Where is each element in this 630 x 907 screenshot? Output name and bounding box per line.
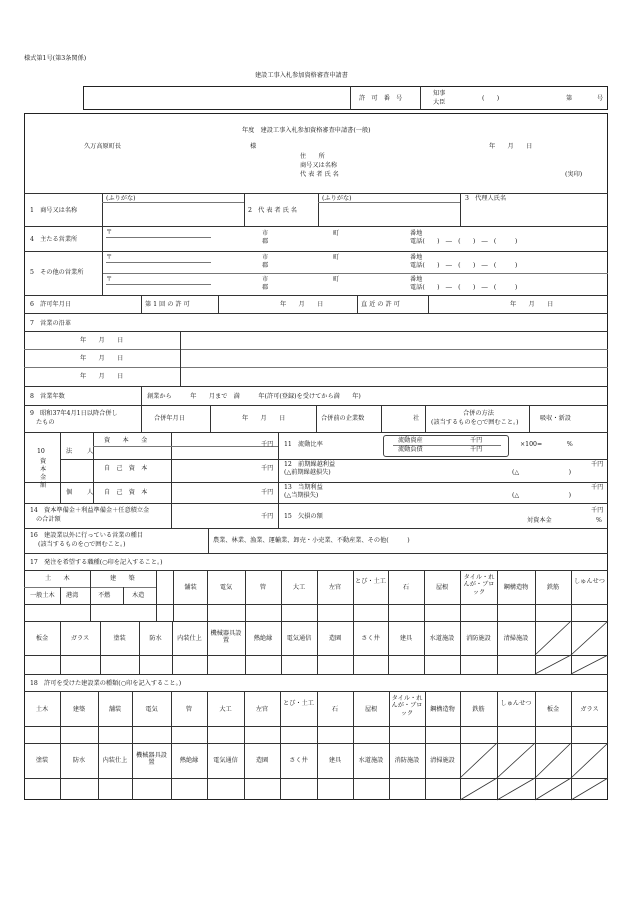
- permit-number-label: 許 可 番 号: [359, 95, 403, 102]
- merger-method-options: 吸収・新設: [540, 415, 571, 422]
- company-name-item: 1 商号又は名称: [30, 207, 78, 214]
- agent-item: 3 代理人氏名: [465, 195, 507, 202]
- history-field-1[interactable]: [181, 332, 607, 348]
- capital-char-2: 本: [40, 466, 47, 473]
- t17-sub-wooden: 木造: [132, 592, 145, 599]
- equity-corp-unit: 千円: [261, 465, 274, 472]
- phone-label-3: 電話( ) ― ( ) ― ( ): [410, 284, 518, 291]
- furigana-label-1: (ふりがな): [106, 195, 136, 202]
- t17-landscaping: 造園: [328, 635, 342, 642]
- other-business-note: (該当するものを○で囲むこと。): [38, 541, 126, 548]
- reserves-field[interactable]: [172, 504, 260, 527]
- banchi-label-3: 番地: [410, 276, 423, 283]
- permit-number-suffix: 第 号: [566, 95, 604, 102]
- t18-tobi: とび・土工: [283, 700, 314, 707]
- t17-sheet-metal: 板金: [35, 635, 49, 642]
- t18-rebar: 鉄筋: [472, 706, 485, 713]
- other-office-item: 5 その他の営業所: [30, 269, 84, 276]
- t17-fire-protection: 消防施設: [466, 635, 491, 642]
- t17-insulation: 熱絶縁: [253, 635, 273, 642]
- t17-tobi: とび・土工: [355, 578, 386, 585]
- t17-plastering: 左官: [328, 584, 342, 591]
- history-field-3[interactable]: [181, 368, 607, 385]
- main-office-item: 4 主たる営業所: [30, 236, 78, 243]
- t17-waterworks: 水道施設: [429, 635, 455, 642]
- other-business-options: 農業、林業、漁業、運輸業、卸売・小売業、不動産業、その他( ): [213, 537, 410, 544]
- t17-paving: 舗装: [184, 584, 197, 591]
- t18-civil: 土木: [35, 706, 49, 713]
- section-17-title: 17 発注を希望する職種(○印を記入すること。): [30, 559, 163, 566]
- representative-field[interactable]: [319, 203, 459, 225]
- t18-insulation: 熱絶縁: [179, 757, 199, 764]
- form-number: 様式第1号(第3条関係): [24, 55, 87, 62]
- t18-cleaning-facility: 清掃施設: [430, 757, 455, 764]
- recent-permit-date: 年 月 日: [510, 301, 554, 308]
- t17-sub-general-civil: 一般土木: [30, 592, 55, 599]
- t18-unused-cells: [460, 743, 608, 800]
- reserves-item: 14 資本準備金＋利益準備金＋任意積立金: [30, 507, 150, 514]
- capital-char-4: 額: [40, 482, 47, 489]
- individual-label-2: 人: [87, 489, 94, 496]
- permit-number-field[interactable]: [421, 87, 607, 109]
- t17-sub-harbor: 港湾: [66, 592, 79, 599]
- t18-tile-brick: タイル・れんが・ブロック: [391, 695, 423, 717]
- section-18-title: 18 許可を受けた建設業の種類(○印を記入すること。): [30, 680, 182, 687]
- address-label: 住 所: [300, 153, 325, 160]
- t17-roofing: 屋根: [435, 584, 449, 591]
- t17-waterproofing: 防水: [149, 635, 162, 642]
- t17-rebar: 鉄筋: [546, 584, 560, 591]
- years-text: 創業から 年 月まで 満 年(許可(登録)を受けてから満 年): [147, 393, 361, 400]
- phone-label-1: 電話( ) ― ( ) ― ( ): [410, 238, 518, 245]
- t18-fire-protection: 消防施設: [394, 757, 420, 764]
- representative-item: 2 代 表 者 氏 名: [248, 207, 297, 214]
- merger-item-a: 9 昭和37年4月1日以降合併し: [30, 410, 118, 417]
- t17-well-drilling: さく井: [361, 635, 380, 642]
- history-date-2: 年 月 日: [80, 355, 124, 362]
- minister-label: 大臣: [433, 99, 446, 106]
- capital-label: 資 本 金: [104, 437, 148, 444]
- prior-profit-item: 12 前期繰越利益: [284, 461, 336, 468]
- capital-unit: 千円: [261, 441, 274, 448]
- t18-stone: 石: [331, 706, 339, 713]
- reserves-unit: 千円: [261, 513, 274, 520]
- t17-cleaning-facility: 清掃施設: [503, 635, 529, 642]
- application-title: 年度 建設工事入札参加資格審査申請書(一般): [242, 127, 371, 134]
- merger-date: 年 月 日: [242, 415, 286, 422]
- t17-machinery: 機械器具設置: [210, 630, 242, 645]
- individual-label-1: 個: [66, 489, 73, 496]
- merger-method-label: 合併の方法: [463, 410, 494, 417]
- current-profit-unit: 千円: [591, 484, 604, 491]
- equity-indiv-field[interactable]: [172, 483, 260, 502]
- t18-dredging: しゅんせつ: [500, 700, 532, 707]
- equity-label-indiv: 自 己 資 本: [104, 489, 148, 496]
- t18-sheet-metal: 板金: [546, 706, 560, 713]
- t17-pipe: 管: [259, 584, 267, 591]
- reserves-item-total: の合計額: [36, 516, 61, 523]
- t17-interior: 内装仕上: [177, 635, 202, 642]
- current-profit-bracket: (△ ): [512, 492, 572, 499]
- history-date-3: 年 月 日: [80, 373, 124, 380]
- agent-field[interactable]: [461, 203, 607, 225]
- document-title: 建設工事入札参加資格審査申請書: [255, 72, 348, 79]
- t18-electric: 電気: [145, 706, 158, 713]
- t18-painting: 塗装: [35, 757, 49, 764]
- district-label-3: 郡: [262, 284, 269, 291]
- equity-corp-field[interactable]: [172, 460, 260, 481]
- t18-roofing: 屋根: [364, 706, 378, 713]
- prior-profit-bracket: (△ ): [512, 469, 572, 476]
- current-liabilities-label: 流動負債: [398, 446, 423, 453]
- recent-permit-label: 直 近 の 許 可: [361, 301, 400, 308]
- first-permit-label: 第 1 回 の 許 可: [145, 301, 190, 308]
- banchi-label-1: 番地: [410, 230, 423, 237]
- addressee-honorific: 様: [250, 143, 257, 150]
- current-liabilities-unit: 千円: [470, 446, 483, 453]
- t18-steel-structure: 鋼構造物: [430, 706, 455, 713]
- first-permit-date: 年 月 日: [280, 301, 324, 308]
- t18-telecom: 電気通信: [213, 757, 238, 764]
- town-label-2: 町: [333, 254, 340, 261]
- history-date-1: 年 月 日: [80, 337, 124, 344]
- merger-item-b: たもの: [36, 419, 55, 426]
- current-assets-unit: 千円: [470, 437, 483, 444]
- t18-landscaping: 造園: [255, 757, 269, 764]
- t18-building: 建築: [72, 706, 86, 713]
- capital-char-1: 資: [40, 458, 47, 465]
- t18-fittings: 建具: [328, 757, 342, 764]
- t18-interior: 内装仕上: [102, 757, 128, 764]
- t17-tile-brick: タイル・れんが・ブロック: [463, 574, 495, 596]
- history-item: 7 営業の沿革: [30, 320, 72, 327]
- merger-count-label: 合併前の企業数: [321, 415, 365, 422]
- permit-paren: ( ): [482, 95, 500, 102]
- years-item: 8 営業年数: [30, 393, 65, 400]
- deficit-item: 15 欠損の額: [284, 513, 323, 520]
- prior-profit-unit: 千円: [591, 461, 604, 468]
- prior-loss-note: (△前期繰越損失): [284, 469, 331, 476]
- merger-method-note: (該当するものを○で囲むこと。): [431, 419, 519, 426]
- liquidity-ratio-formula: ×100= %: [520, 441, 573, 448]
- permit-blank-field[interactable]: [84, 87, 349, 109]
- t18-pipe: 管: [185, 706, 193, 713]
- district-label-1: 郡: [262, 238, 269, 245]
- t18-well-drilling: さく井: [289, 757, 308, 764]
- other-business-item: 16 建設業以外に行っている営業の種目: [30, 532, 144, 539]
- t17-unused-cells: [535, 621, 608, 674]
- t18-glass: ガラス: [580, 706, 599, 713]
- merger-date-label: 合併年月日: [154, 415, 185, 422]
- building-group-label: 建 築: [110, 575, 135, 582]
- city-label-3: 市: [262, 276, 269, 283]
- capital-number: 10: [37, 448, 45, 455]
- t18-waterproofing: 防水: [72, 757, 86, 764]
- governor-label: 知事: [433, 90, 446, 97]
- t17-telecom: 電気通信: [286, 635, 312, 642]
- company-name-field[interactable]: [103, 203, 243, 225]
- postal-mark-2: 〒: [106, 254, 113, 261]
- t18-waterworks: 水道施設: [358, 757, 384, 764]
- civil-group-label: 土 木: [45, 575, 70, 582]
- t17-painting: 塗装: [113, 635, 126, 642]
- capital-char-3: 金: [40, 474, 47, 481]
- t18-carpentry: 大工: [219, 706, 232, 713]
- company-name-label: 商号又は名称: [300, 162, 338, 169]
- postal-mark-3: 〒: [106, 276, 113, 283]
- t18-plastering: 左官: [255, 706, 269, 713]
- t17-dredging: しゅんせつ: [574, 578, 605, 585]
- merger-count-unit: 社: [413, 415, 420, 422]
- t17-fittings: 建具: [399, 635, 413, 642]
- city-label-1: 市: [262, 230, 269, 237]
- deficit-ratio-label: 対資本金: [527, 517, 552, 524]
- representative-label: 代 表 者 氏 名: [300, 171, 339, 178]
- banchi-label-2: 番地: [410, 254, 423, 261]
- equity-indiv-unit: 千円: [261, 489, 274, 496]
- district-label-2: 郡: [262, 262, 269, 269]
- postal-mark-1: 〒: [106, 229, 113, 236]
- city-label-2: 市: [262, 254, 269, 261]
- deficit-percent: %: [596, 517, 602, 524]
- addressee: 久万高原町長: [84, 143, 122, 150]
- liquidity-ratio-item: 11 流動比率: [284, 441, 323, 448]
- t17-sub-fireproof: 不燃: [98, 592, 111, 599]
- phone-label-2: 電話( ) ― ( ) ― ( ): [410, 262, 518, 269]
- history-field-2[interactable]: [181, 350, 607, 366]
- application-date: 年 月 日: [489, 143, 533, 150]
- t18-paving: 舗装: [108, 706, 122, 713]
- current-loss-note: (△当期損失): [284, 492, 319, 499]
- t17-steel-structure: 鋼構造物: [503, 584, 529, 591]
- t17-stone: 石: [402, 584, 410, 591]
- town-label-3: 町: [333, 276, 340, 283]
- deficit-unit: 千円: [591, 507, 604, 514]
- furigana-label-2: (ふりがな): [322, 195, 352, 202]
- permit-date-item: 6 許可年月日: [30, 301, 72, 308]
- corporation-label-2: 人: [87, 448, 94, 455]
- t17-electric: 電気: [219, 584, 233, 591]
- seal-label: (実印): [565, 171, 583, 178]
- current-profit-item: 13 当期利益: [284, 484, 323, 491]
- t17-carpentry: 大工: [292, 584, 306, 591]
- t17-glass: ガラス: [70, 635, 90, 642]
- town-label-1: 町: [333, 230, 340, 237]
- t18-machinery: 機械器具設置: [136, 752, 167, 767]
- capital-field[interactable]: [172, 433, 260, 458]
- corporation-label-1: 法: [66, 448, 73, 455]
- equity-label-corp: 自 己 資 本: [104, 465, 148, 472]
- current-assets-label: 流動資産: [398, 437, 423, 444]
